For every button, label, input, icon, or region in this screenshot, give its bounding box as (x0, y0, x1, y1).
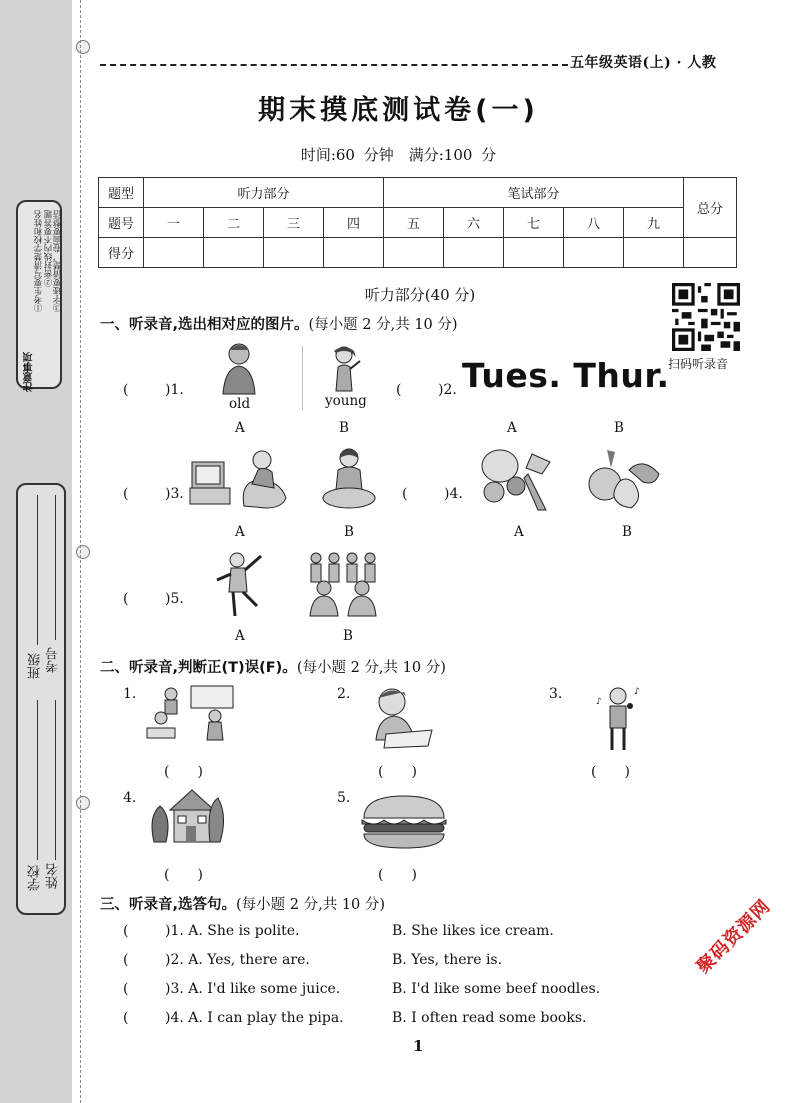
old-woman-picture[interactable] (215, 340, 263, 396)
answer-blank[interactable]: ( ) (591, 764, 630, 780)
exam-info: 时间:60 分钟 满分:100 分 (300, 146, 497, 164)
exam-number-blank[interactable] (55, 495, 56, 640)
house-picture[interactable] (148, 786, 226, 846)
option-label: A (235, 524, 245, 540)
punch-hole (76, 796, 90, 810)
vegetables-picture[interactable] (476, 444, 558, 514)
section2-heading: 二、听录音,判断正(T)误(F)。(每小题 2 分,共 10 分) (100, 660, 446, 676)
school-field-label: 学校 (28, 865, 43, 891)
option-label: B (614, 420, 624, 436)
table-row-label: 得分 (99, 238, 144, 268)
svg-text:♪: ♪ (634, 687, 640, 697)
watermark-logo: 聚码资源网 (692, 895, 775, 978)
table-header: 总分 (684, 178, 737, 238)
table-header: 听力部分 (144, 178, 384, 208)
choice-a: )4. A. I can play the pipa. (165, 1010, 344, 1026)
page-title: 期末摸底测试卷(一) (258, 95, 539, 126)
score-cell[interactable] (144, 238, 204, 268)
question-number: 六 (444, 208, 504, 238)
note-line: ①考生要写清楚学校和姓名 (34, 210, 44, 312)
qr-label: 扫码听录音 (668, 357, 729, 371)
page-number: 1 (413, 1037, 424, 1055)
option-label: B (344, 524, 354, 540)
answer-paren-open: ( (402, 486, 408, 502)
question-number: 四 (324, 208, 384, 238)
note-line: ②密封线内不要答题 (44, 210, 54, 287)
question-number: 1. (123, 686, 137, 702)
option-label: B (343, 628, 353, 644)
choice-b: B. I often read some books. (392, 1010, 587, 1026)
question-number: 3. (549, 686, 563, 702)
question-number: )4. (444, 486, 463, 502)
name-blank[interactable] (55, 700, 56, 860)
header-dash-line (100, 64, 568, 66)
score-cell[interactable] (204, 238, 264, 268)
hamburger-picture[interactable] (360, 794, 448, 850)
young-girl-picture[interactable] (322, 343, 366, 393)
score-cell[interactable] (444, 238, 504, 268)
choice-a: )3. A. I'd like some juice. (165, 981, 341, 997)
answer-paren-open: ( (123, 923, 129, 939)
washing-clothes-picture[interactable] (320, 446, 378, 512)
picture-caption: old (229, 396, 251, 412)
question-number: 五 (384, 208, 444, 238)
question-number: 九 (624, 208, 684, 238)
listening-header: 听力部分(40 分) (364, 286, 476, 304)
group-dance-picture[interactable] (304, 550, 390, 618)
seal-line (80, 0, 81, 1103)
option-label: B (622, 524, 632, 540)
choice-b: B. I'd like some beef noodles. (392, 981, 601, 997)
option-label: B (339, 420, 349, 436)
section1-heading: 一、听录音,选出相对应的图片。(每小题 2 分,共 10 分) (100, 317, 458, 333)
table-row-label: 题号 (99, 208, 144, 238)
answer-paren-open: ( (396, 382, 402, 398)
score-cell[interactable] (564, 238, 624, 268)
answer-paren-open: ( (123, 382, 129, 398)
question-number: 2. (337, 686, 351, 702)
answer-blank[interactable]: ( ) (378, 867, 417, 883)
punch-hole (76, 40, 90, 54)
answer-blank[interactable]: ( ) (378, 764, 417, 780)
school-blank[interactable] (37, 700, 38, 860)
name-field-label: 姓名 (46, 863, 61, 889)
score-cell[interactable] (504, 238, 564, 268)
table-header: 题型 (99, 178, 144, 208)
weekday-options-text: Tues. Thur. (462, 356, 670, 395)
option-label: A (235, 420, 245, 436)
divider (302, 346, 303, 410)
choice-b: B. Yes, there is. (392, 952, 503, 968)
question-number: 4. (123, 790, 137, 806)
table-header: 笔试部分 (384, 178, 684, 208)
watch-tv-picture[interactable] (188, 444, 292, 512)
option-label: A (514, 524, 524, 540)
answer-paren-open: ( (123, 1010, 129, 1026)
question-number: )3. (165, 486, 184, 502)
question-number: 一 (144, 208, 204, 238)
answer-blank[interactable]: ( ) (164, 867, 203, 883)
option-label: A (507, 420, 517, 436)
question-number: 二 (204, 208, 264, 238)
classroom-picture[interactable] (143, 684, 235, 750)
student-info-box (16, 483, 66, 915)
fruits-picture[interactable] (585, 446, 667, 510)
answer-paren-open: ( (123, 486, 129, 502)
choice-a: )1. A. She is polite. (165, 923, 300, 939)
class-field-label: 班级 (28, 653, 43, 679)
score-cell[interactable] (264, 238, 324, 268)
notes-title: 注意事项 (24, 352, 35, 392)
score-cell[interactable] (384, 238, 444, 268)
score-cell[interactable] (684, 238, 737, 268)
exam-number-field-label: 考号 (46, 647, 61, 673)
svg-text:♪: ♪ (596, 697, 602, 707)
score-table (98, 177, 737, 268)
question-number: )5. (165, 591, 184, 607)
note-line: ③字迹要清楚，卷面要整洁 (53, 210, 63, 312)
grade-label: 五年级英语(上) · 人教 (570, 55, 717, 71)
question-number: )1. (165, 382, 184, 398)
picture-caption: young (325, 393, 367, 409)
kung-fu-picture[interactable] (213, 550, 265, 618)
choice-a: )2. A. Yes, there are. (165, 952, 310, 968)
punch-hole (76, 545, 90, 559)
question-number: 5. (337, 790, 351, 806)
qr-code-icon[interactable] (672, 283, 740, 351)
boy-writing-picture[interactable] (366, 684, 434, 754)
score-cell[interactable] (324, 238, 384, 268)
section3-heading: 三、听录音,选答句。(每小题 2 分,共 10 分) (100, 897, 386, 913)
answer-paren-open: ( (123, 591, 129, 607)
score-cell[interactable] (624, 238, 684, 268)
choice-b: B. She likes ice cream. (392, 923, 554, 939)
answer-paren-open: ( (123, 981, 129, 997)
question-number: 八 (564, 208, 624, 238)
answer-paren-open: ( (123, 952, 129, 968)
class-blank[interactable] (37, 495, 38, 645)
question-number: 三 (264, 208, 324, 238)
question-number: )2. (438, 382, 457, 398)
option-label: A (235, 628, 245, 644)
answer-blank[interactable]: ( ) (164, 764, 203, 780)
boy-singing-picture[interactable] (594, 684, 644, 752)
question-number: 七 (504, 208, 564, 238)
